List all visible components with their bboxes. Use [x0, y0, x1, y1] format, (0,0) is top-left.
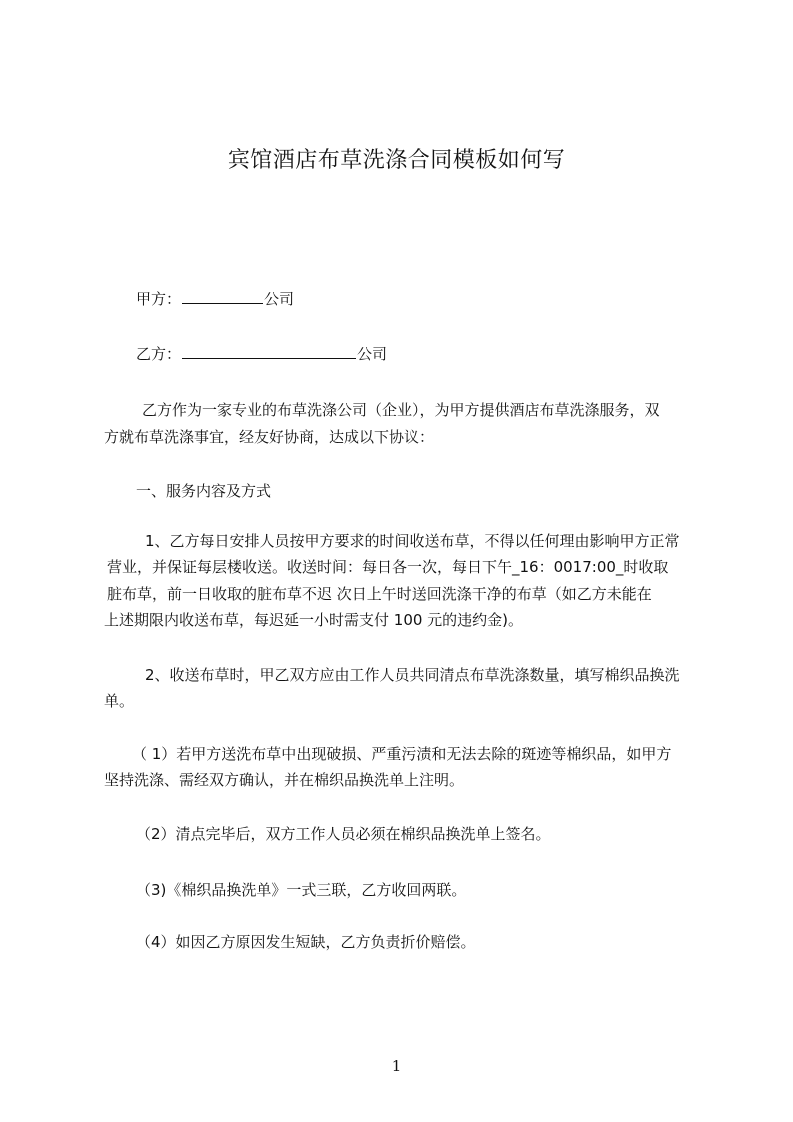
party-a-suffix: 公司: [264, 290, 295, 308]
document-title: 宾馆酒店布草洗涤合同模板如何写: [227, 148, 566, 173]
sub4-line: （4）如因乙方原因发生短缺，乙方负责折价赔偿。: [136, 933, 476, 951]
party-b-line: [136, 346, 387, 362]
sub2-line: （2）清点完毕后，双方工作人员必须在棉织品换洗单上签名。: [136, 825, 551, 843]
clause1-line-4: 上述期限内收送布草，每迟延一小时需支付 100 元的违约金)。: [104, 611, 524, 629]
party-a-line: [136, 291, 294, 307]
clause1-line-3: 脏布草，前一日收取的脏布草不迟 次日上午时送回洗涤干净的布草（如乙方未能在: [107, 585, 652, 603]
clause2-line-2: 单。: [104, 692, 135, 710]
party-a-blank: [182, 291, 263, 304]
intro-line-1: 乙方作为一家专业的布草洗涤公司（企业），为甲方提供酒店布草洗涤服务，双: [142, 401, 660, 419]
clause1-line-1: 1、乙方每日安排人员按甲方要求的时间收送布草，不得以任何理由影响甲方正常: [145, 532, 680, 550]
sub1-line-1: （ 1）若甲方送洗布草中出现破损、严重污渍和无法去除的斑迹等棉织品，如甲方: [132, 745, 672, 763]
party-b-blank: [182, 346, 356, 359]
sub3-line: （3)《棉织品换洗单》一式三联，乙方收回两联。: [136, 881, 467, 899]
clause1-line-2: 营业，并保证每层楼收送。收送时间：每日各一次，每日下午_16：0017:00_时收取: [107, 558, 669, 576]
party-b-suffix: 公司: [357, 345, 388, 363]
sub1-line-2: 坚持洗涤、需经双方确认，并在棉织品换洗单上注明。: [104, 771, 465, 789]
party-a-label: 甲方：: [136, 290, 182, 308]
party-b-label: 乙方：: [136, 345, 182, 363]
page-number: 1: [391, 1057, 402, 1075]
intro-line-2: 方就布草洗涤事宜，经友好协商，达成以下协议：: [104, 428, 435, 446]
clause2-line-1: 2、收送布草时，甲乙双方应由工作人员共同清点布草洗涤数量，填写棉织品换洗: [145, 666, 680, 684]
section1-heading: 一、服务内容及方式: [136, 482, 272, 500]
